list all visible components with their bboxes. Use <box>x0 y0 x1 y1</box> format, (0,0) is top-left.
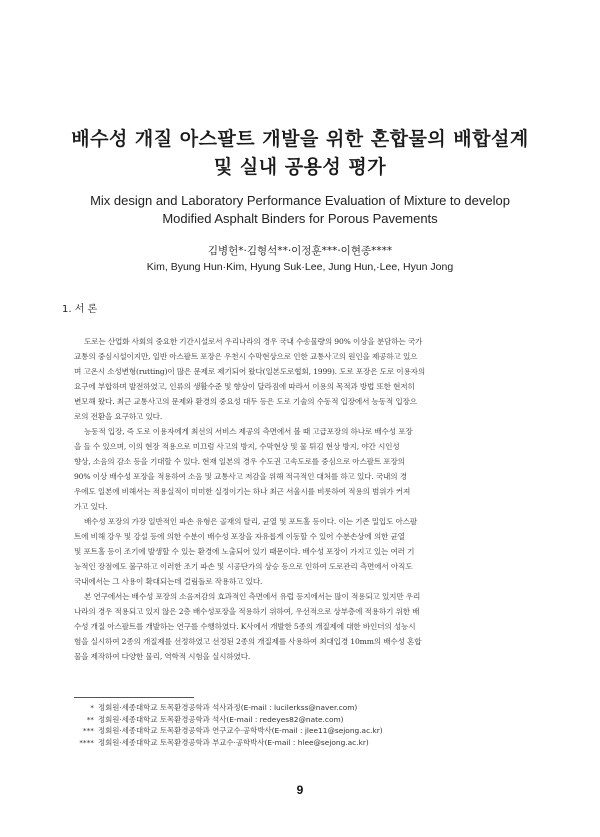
paper-title-line-2: 및 실내 공용성 평가 <box>213 156 387 178</box>
body-line: 교통의 중심시설이지만, 일반 아스팔트 포장은 우천시 수막현상으로 인한 교통사고의 원인을 제공하고 있으 <box>74 352 418 361</box>
body-line: 및 포트홀 등이 조기에 발생할 수 있는 환경에 노출되어 있기 때문이다. 배수성 포장이 가지고 있는 여러 기 <box>74 547 415 556</box>
footnote-mark: *** <box>82 726 94 736</box>
authors-english: Kim, Byung Hun·Kim, Hyung Suk·Lee, Jung Hun,·Lee, Hyun Jong <box>146 261 454 273</box>
body-line: 도로는 산업화 사회의 중요한 기간시설로서 우리나라의 경우 국내 수송물량의 90% 이상을 분담하는 국가 <box>84 337 423 346</box>
page-number: 9 <box>296 783 304 797</box>
english-title-line-1: Mix design and Laboratory Performance Evaluation of Mixture to develop <box>90 193 510 208</box>
body-line: 나라의 경우 적용되고 있지 않은 2층 배수성포장을 적용하기 위하여, 우선적으로 상부층에 적용하기 위한 배 <box>74 607 420 616</box>
body-line: 본 연구에서는 배수성 포장의 소음저감의 효과적인 측면에서 유럽 등지에서는 많이 적용되고 있지만 우리 <box>84 592 421 601</box>
footnote-3 <box>74 725 544 737</box>
paper-title-line-1: 배수성 개질 아스팔트 개발을 위한 혼합물의 배합설계 <box>71 128 529 150</box>
body-line: 로의 전환을 요구하고 있다. <box>74 412 163 421</box>
introduction-body <box>74 334 536 664</box>
footnote-text: 정회원·세종대학교 토목환경공학과 석사(E-mail : redeyes82@nate.com) <box>98 714 344 724</box>
footnote-text: 정회원·세종대학교 토목환경공학과 석사과정(E-mail : lucilerkss@naver.com) <box>98 703 358 712</box>
footnote-2 <box>74 714 544 726</box>
body-line: 험을 실시하여 2종의 개질제를 선정하였고 선정된 2종의 개질제를 사용하여 최대입경 10mm의 배수성 혼합 <box>74 637 422 646</box>
body-line: 능동적 입장, 즉 도로 이용자에게 최선의 서비스 제공의 측면에서 볼 때 고급포장의 하나로 배수성 포장 <box>84 427 413 436</box>
body-line: 수성 개질 아스팔트를 개발하는 연구를 수행하였다. K사에서 개발한 5종의 개질제에 대한 바인더의 성능시 <box>74 622 416 631</box>
body-line: 며 고온시 소성변형(rutting)이 많은 문제로 제기되어 왔다(일본도로협회, 1999). 도로 포장은 도로 이용자의 <box>74 367 426 376</box>
section-heading: 1. 서 론 <box>62 304 98 315</box>
footnote-mark: **** <box>79 737 94 747</box>
body-line: 우에도 일본에 비해서는 적용실적이 미미한 실정이기는 하나 최근 서울시를 비롯하여 적용의 범위가 커져 <box>74 487 411 496</box>
body-line: 90% 이상 배수성 포장을 적용하여 소음 및 교통사고 저감을 위해 적극적인 대처를 하고 있다. 국내의 경 <box>74 472 407 481</box>
footnote-text: 정회원·세종대학교 토목환경공학과 부교수·공학박사(E-mail : hlee@sejong.ac.kr) <box>98 737 369 747</box>
body-line: 능적인 장점에도 불구하고 이러한 조기 파손 및 시공단가의 상승 등으로 인하여 도로관리 측면에서 아직도 <box>74 562 413 571</box>
footnote-mark: * <box>90 703 94 712</box>
footnote-1 <box>74 702 544 714</box>
body-line: 국내에서는 그 사용이 확대되는데 걸림돌로 작용하고 있다. <box>74 577 263 586</box>
footnotes <box>74 702 544 748</box>
body-line: 을 들 수 있으며, 이의 현장 적용으로 미끄럼 사고의 방지, 수막현상 및 물 튀김 현상 방지, 야간 시인성 <box>74 442 400 451</box>
body-line: 물을 제작하여 다양한 물리, 역학적 시험을 실시하였다. <box>74 652 251 661</box>
footnote-4 <box>74 737 544 749</box>
footnote-divider <box>74 697 194 698</box>
body-line: 트에 비해 강우 및 강설 등에 의한 수분이 배수성 포장을 자유롭게 이동할 수 있어 수분손상에 의한 균열 <box>74 532 405 541</box>
footnote-text: 정회원·세종대학교 토목환경공학과 연구교수·공학박사(E-mail : jlee11@sejong.ac.kr) <box>98 726 383 736</box>
english-title-line-2: Modified Asphalt Binders for Porous Pavements <box>162 211 438 226</box>
footnote-mark: ** <box>86 714 94 724</box>
body-line: 가고 있다. <box>74 502 108 511</box>
body-line: 요구에 부합하며 발전하였고, 인류의 생활수준 및 향상이 달라짐에 따라서 이용의 목적과 방법 또한 현저히 <box>74 382 415 391</box>
body-line: 향상, 소음의 감소 등을 기대할 수 있다. 현재 일본의 경우 수도권 고속도로를 중심으로 아스팔트 포장의 <box>74 457 405 466</box>
authors-korean: 김병헌*·김형석**·이정훈***·이현종**** <box>207 245 393 257</box>
body-line: 배수성 포장의 가장 일반적인 파손 유형은 골재의 탈리, 균열 및 포트홀 등이다. 이는 기존 밀입도 아스팔 <box>84 517 418 526</box>
body-line: 변모해 왔다. 최근 교통사고의 문제와 환경의 중요성 대두 등은 도로 기술의 수동적 입장에서 능동적 입장으 <box>74 397 417 406</box>
